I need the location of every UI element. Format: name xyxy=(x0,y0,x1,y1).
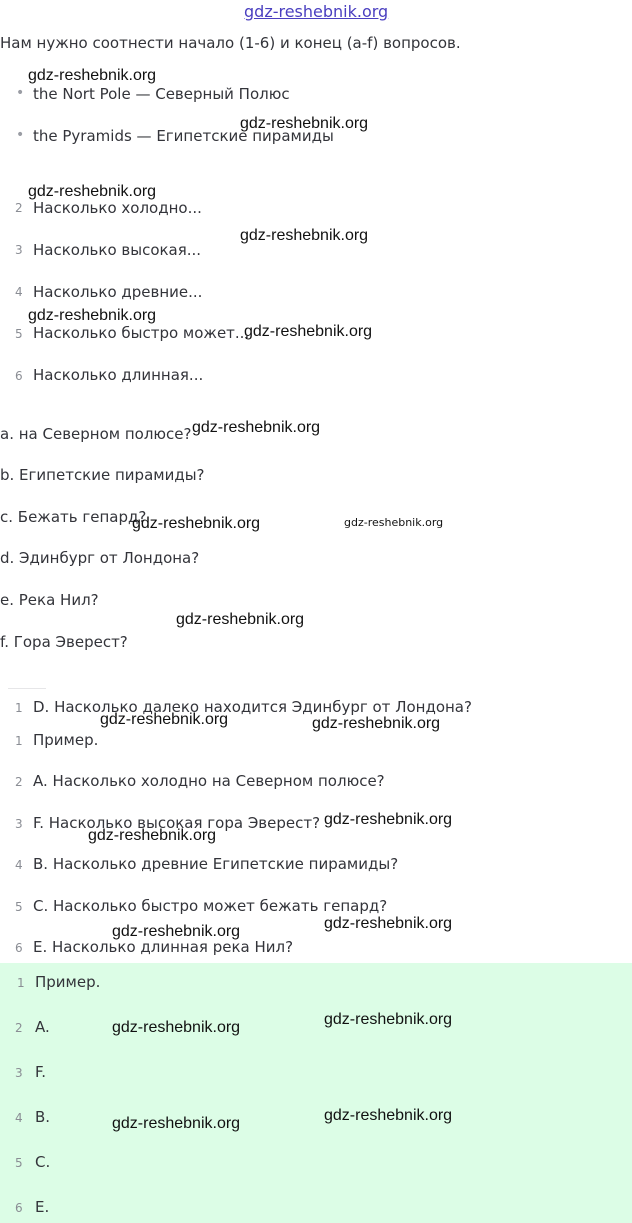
bullet-icon: • xyxy=(16,127,25,143)
watermark: gdz-reshebnik.org xyxy=(192,419,321,436)
key-item: F. xyxy=(35,1063,46,1081)
watermark: gdz-reshebnik.org xyxy=(100,711,229,728)
list-number: 3 xyxy=(15,1066,23,1080)
vocab-item: the Nort Pole — Северный Полюс xyxy=(33,85,290,103)
ending-item: e. Река Нил? xyxy=(0,591,99,609)
start-item: Насколько древние... xyxy=(33,283,203,301)
key-item: E. xyxy=(35,1198,50,1216)
answer-item: Пример. xyxy=(33,731,99,749)
key-item: C. xyxy=(35,1153,51,1171)
list-number: 5 xyxy=(15,327,23,341)
list-number: 2 xyxy=(15,201,23,215)
watermark: gdz-reshebnik.org xyxy=(112,1019,241,1036)
ending-item: a. на Северном полюсе? xyxy=(0,425,192,443)
list-number: 6 xyxy=(15,941,23,955)
list-number: 1 xyxy=(15,701,23,715)
ending-item: f. Гора Эверест? xyxy=(0,633,128,651)
answer-item: B. Насколько древние Египетские пирамиды? xyxy=(33,855,399,873)
list-number: 1 xyxy=(17,976,25,990)
ending-item: d. Эдинбург от Лондона? xyxy=(0,549,200,567)
bullet-icon: • xyxy=(16,85,25,101)
list-number: 4 xyxy=(15,858,23,872)
watermark: gdz-reshebnik.org xyxy=(28,183,157,200)
watermark: gdz-reshebnik.org xyxy=(244,323,373,340)
list-number: 4 xyxy=(15,1111,23,1125)
vocab-item: the Pyramids — Египетские пирамиды xyxy=(33,127,334,145)
answer-item: E. Насколько длинная река Нил? xyxy=(33,938,294,956)
watermark: gdz-reshebnik.org xyxy=(28,307,157,324)
watermark: gdz-reshebnik.org xyxy=(324,915,453,932)
watermark: gdz-reshebnik.org xyxy=(88,827,217,844)
start-item: Насколько высокая... xyxy=(33,241,202,259)
list-number: 1 xyxy=(15,734,23,748)
list-number: 6 xyxy=(15,1201,23,1215)
key-item: B. xyxy=(35,1108,51,1126)
key-item: A. xyxy=(35,1018,50,1036)
ending-item: c. Бежать гепард? xyxy=(0,508,147,526)
list-number: 4 xyxy=(15,285,23,299)
answer-key-panel xyxy=(0,963,632,1223)
start-item: Насколько быстро может... xyxy=(33,324,250,342)
watermark: gdz-reshebnik.org xyxy=(28,67,157,84)
ending-item: b. Египетские пирамиды? xyxy=(0,466,205,484)
watermark: gdz-reshebnik.org xyxy=(344,516,444,529)
answer-item: F. Насколько высокая гора Эверест? xyxy=(33,814,321,832)
list-number: 5 xyxy=(15,900,23,914)
watermark: gdz-reshebnik.org xyxy=(324,811,453,828)
start-item: Насколько холодно... xyxy=(33,199,202,217)
intro-text: Нам нужно соотнести начало (1-6) и конец (a-f) вопросов. xyxy=(0,34,461,52)
list-number: 3 xyxy=(15,243,23,257)
watermark: gdz-reshebnik.org xyxy=(112,923,241,940)
list-number: 2 xyxy=(15,775,23,789)
list-number: 3 xyxy=(15,817,23,831)
watermark: gdz-reshebnik.org xyxy=(324,1107,453,1124)
answer-item: C. Насколько быстро может бежать гепард? xyxy=(33,897,388,915)
key-item: Пример. xyxy=(35,973,101,991)
watermark: gdz-reshebnik.org xyxy=(240,227,369,244)
watermark: gdz-reshebnik.org xyxy=(240,115,369,132)
answer-item: D. Насколько далеко находится Эдинбург от Лондона? xyxy=(33,698,472,716)
list-number: 5 xyxy=(15,1156,23,1170)
start-item: Насколько длинная... xyxy=(33,366,204,384)
answer-item: A. Насколько холодно на Северном полюсе? xyxy=(33,772,385,790)
list-number: 2 xyxy=(15,1021,23,1035)
watermark: gdz-reshebnik.org xyxy=(324,1011,453,1028)
list-number: 6 xyxy=(15,369,23,383)
watermark-link[interactable]: gdz-reshebnik.org xyxy=(244,2,389,21)
watermark: gdz-reshebnik.org xyxy=(176,611,305,628)
watermark: gdz-reshebnik.org xyxy=(312,715,441,732)
watermark: gdz-reshebnik.org xyxy=(132,515,261,532)
watermark: gdz-reshebnik.org xyxy=(112,1115,241,1132)
divider xyxy=(8,688,46,689)
